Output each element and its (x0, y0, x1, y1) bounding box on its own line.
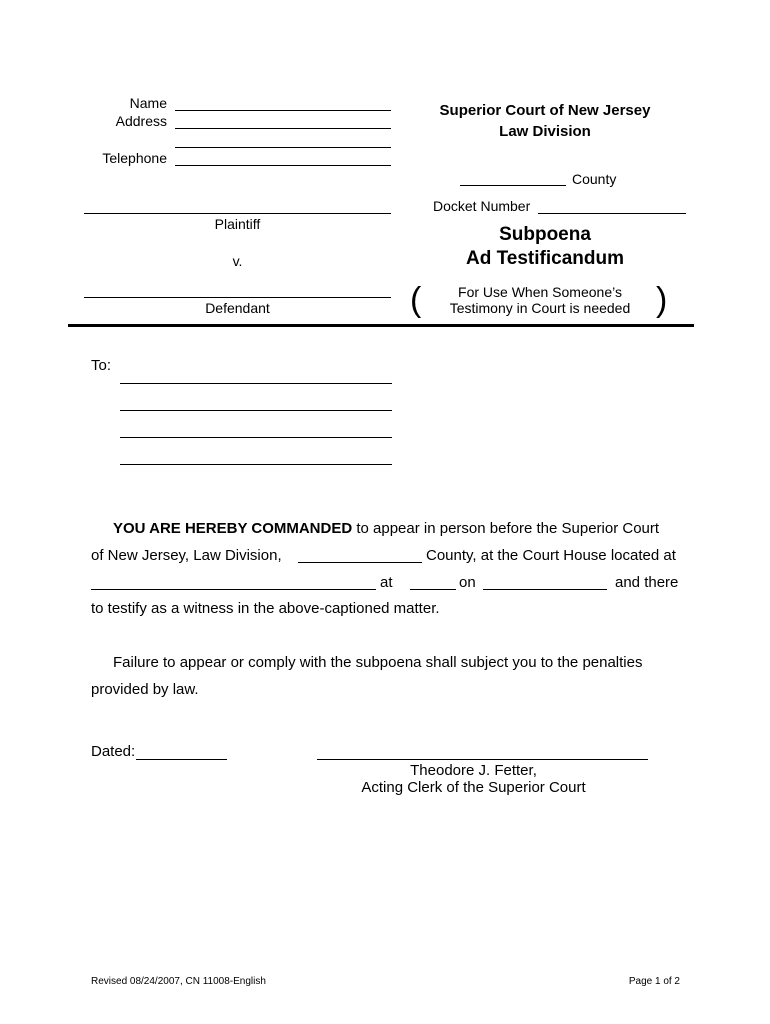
address-label: Address (115, 113, 167, 129)
clerk-name: Theodore J. Fetter, (410, 762, 537, 779)
telephone-field[interactable] (175, 165, 391, 166)
to-field-line2[interactable] (120, 410, 392, 411)
testify-line: to testify as a witness in the above-captioned matter. (91, 600, 440, 617)
dated-field[interactable] (136, 759, 227, 760)
at-label: at (380, 574, 393, 591)
to-label: To: (91, 357, 112, 374)
and-there-label: and there (615, 574, 679, 591)
doc-title: Subpoena (499, 224, 591, 245)
address-field-line1[interactable] (175, 128, 391, 129)
to-field-line4[interactable] (120, 464, 392, 465)
command-rest: to appear in person before the Superior Court (352, 520, 660, 537)
dated-label: Dated: (91, 743, 136, 760)
header-divider (68, 324, 694, 327)
court-division: Law Division (499, 123, 591, 140)
to-field-line1[interactable] (120, 383, 392, 384)
plaintiff-field[interactable] (84, 213, 391, 214)
doc-subtitle: Ad Testificandum (466, 248, 624, 269)
time-blank[interactable] (410, 589, 456, 590)
to-field-line3[interactable] (120, 437, 392, 438)
page-number: Page 1 of 2 (628, 976, 680, 987)
line2-end: County, at the Court House located at (426, 547, 676, 564)
docket-label: Docket Number (433, 198, 531, 214)
county-field[interactable] (460, 185, 566, 186)
docket-field[interactable] (538, 213, 686, 214)
defendant-field[interactable] (84, 297, 391, 298)
on-label: on (459, 574, 476, 591)
failure-line1: Failure to appear or comply with the subpoena shall subject you to the penalties (113, 654, 643, 671)
revision-note: Revised 08/24/2007, CN 11008-English (91, 976, 266, 987)
county-blank[interactable] (298, 562, 422, 563)
county-label: County (572, 171, 617, 187)
court-name: Superior Court of New Jersey (439, 102, 651, 119)
clerk-title: Acting Clerk of the Superior Court (361, 779, 586, 796)
defendant-label: Defendant (205, 300, 270, 316)
purpose-line2: Testimony in Court is needed (449, 300, 631, 316)
courthouse-address-blank[interactable] (91, 589, 376, 590)
failure-line2: provided by law. (91, 681, 199, 698)
versus-label: v. (232, 253, 243, 269)
command-bold: YOU ARE HEREBY COMMANDED (113, 520, 353, 537)
name-label: Name (129, 95, 167, 111)
signature-line[interactable] (317, 759, 648, 760)
open-paren: ( (410, 281, 422, 319)
address-field-line2[interactable] (175, 147, 391, 148)
plaintiff-label: Plaintiff (214, 216, 261, 232)
line2-start: of New Jersey, Law Division, (91, 547, 282, 564)
close-paren: ) (656, 281, 668, 319)
purpose-line1: For Use When Someone’s (458, 284, 622, 300)
command-paragraph-line1 (113, 520, 659, 538)
name-field[interactable] (175, 110, 391, 111)
date-blank[interactable] (483, 589, 607, 590)
telephone-label: Telephone (102, 150, 167, 166)
